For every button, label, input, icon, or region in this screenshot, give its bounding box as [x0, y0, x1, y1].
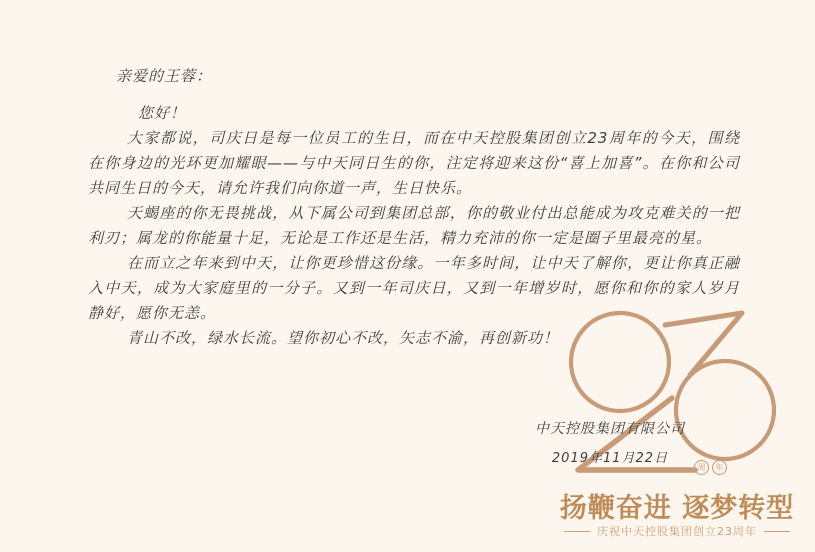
- company-signature: 中天控股集团有限公司: [535, 421, 685, 437]
- signature-block: [525, 418, 695, 466]
- salutation: 亲爱的王蓉：: [116, 67, 213, 85]
- tagline-dash-left: [564, 531, 590, 532]
- letter-date: 2019年11月22日: [551, 451, 669, 466]
- paragraph-4: 青山不改，绿水长流。望你初心不改，矢志不渝，再创新功！: [127, 329, 560, 347]
- badge-zhou: 周: [694, 460, 709, 475]
- paragraph-2: 天蝎座的你无畏挑战，从下属公司到集团总部，你的敬业付出总能成为攻克难关的一把利刃；属龙的你能量十足，无论是工作还是生活，精力充沛的你一定是圈子里最亮的星。: [88, 204, 740, 247]
- paragraph-1: 大家都说，司庆日是每一位员工的生日，而在中天控股集团创立23周年的今天，围绕在你身边的光环更加耀眼——与中天同日生的你，注定将迎来这份“喜上加喜”。在你和公司共同生日的今天，请允许我们向你道一声，生日快乐。: [88, 129, 740, 197]
- anniversary-tagline: [556, 523, 798, 539]
- paragraph-3: 在而立之年来到中天，让你更珍惜这份缘。一年多时间，让中天了解你，更让你真正融入中天，成为大家庭里的一分子。又到一年司庆日，又到一年增岁时，愿你和你的家人岁月静好，愿你无恙。: [88, 254, 740, 322]
- anniversary-badges: [694, 460, 727, 475]
- tagline-dash-right: [764, 531, 790, 532]
- badge-nian: 年: [712, 460, 727, 475]
- greeting: 您好！: [138, 104, 187, 122]
- numeral-2-ring: [571, 313, 669, 411]
- tagline-text: 庆祝中天控股集团创立23周年: [597, 525, 757, 538]
- anniversary-slogan: 扬鞭奋进 逐梦转型: [559, 493, 795, 524]
